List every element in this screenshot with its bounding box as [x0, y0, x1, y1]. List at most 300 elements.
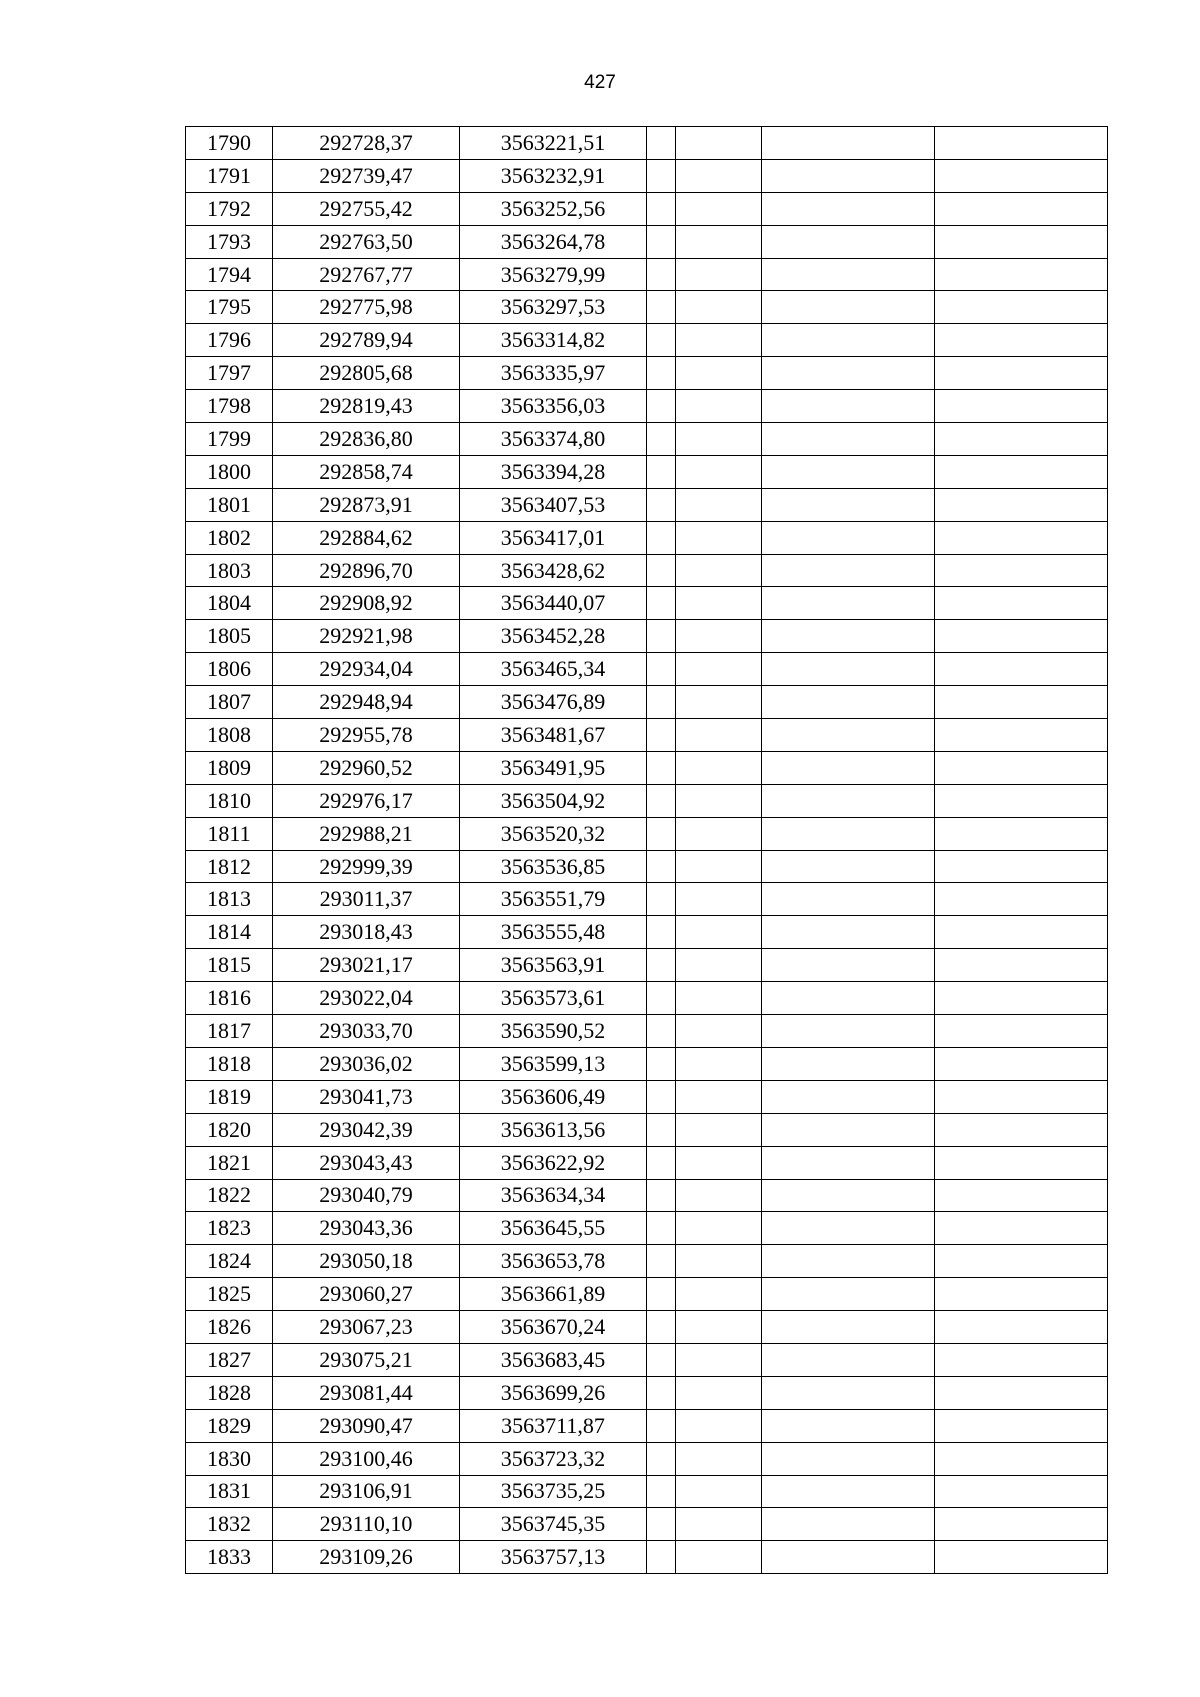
empty-cell: [935, 1179, 1108, 1212]
table-row: [186, 1015, 1108, 1048]
empty-cell: [647, 949, 676, 982]
empty-cell: [762, 916, 935, 949]
empty-cell: [762, 390, 935, 423]
y-coordinate-cell: 3563264,78: [460, 225, 647, 258]
empty-cell: [676, 127, 762, 160]
empty-cell: [762, 1376, 935, 1409]
y-coordinate-cell: 3563428,62: [460, 554, 647, 587]
empty-cell: [676, 1146, 762, 1179]
point-number-cell: 1794: [186, 258, 273, 291]
empty-cell: [676, 455, 762, 488]
y-coordinate-cell: 3563504,92: [460, 784, 647, 817]
y-coordinate-cell: 3563232,91: [460, 159, 647, 192]
empty-cell: [935, 1278, 1108, 1311]
empty-cell: [647, 916, 676, 949]
point-number-cell: 1820: [186, 1113, 273, 1146]
x-coordinate-cell: 293109,26: [273, 1541, 460, 1574]
y-coordinate-cell: 3563520,32: [460, 817, 647, 850]
empty-cell: [935, 1508, 1108, 1541]
empty-cell: [935, 1146, 1108, 1179]
empty-cell: [935, 554, 1108, 587]
empty-cell: [762, 1212, 935, 1245]
empty-cell: [935, 1047, 1108, 1080]
x-coordinate-cell: 292789,94: [273, 324, 460, 357]
empty-cell: [762, 554, 935, 587]
y-coordinate-cell: 3563252,56: [460, 192, 647, 225]
x-coordinate-cell: 292960,52: [273, 751, 460, 784]
empty-cell: [676, 620, 762, 653]
empty-cell: [647, 324, 676, 357]
point-number-cell: 1816: [186, 982, 273, 1015]
empty-cell: [647, 1343, 676, 1376]
table-row: [186, 1442, 1108, 1475]
empty-cell: [647, 1113, 676, 1146]
empty-cell: [647, 1047, 676, 1080]
empty-cell: [935, 784, 1108, 817]
y-coordinate-cell: 3563374,80: [460, 423, 647, 456]
empty-cell: [935, 620, 1108, 653]
x-coordinate-cell: 293036,02: [273, 1047, 460, 1080]
empty-cell: [647, 1245, 676, 1278]
empty-cell: [935, 1541, 1108, 1574]
empty-cell: [935, 1475, 1108, 1508]
empty-cell: [762, 1541, 935, 1574]
table-row: [186, 817, 1108, 850]
empty-cell: [676, 1442, 762, 1475]
empty-cell: [762, 357, 935, 390]
empty-cell: [676, 488, 762, 521]
empty-cell: [762, 291, 935, 324]
x-coordinate-cell: 293067,23: [273, 1311, 460, 1344]
x-coordinate-cell: 292739,47: [273, 159, 460, 192]
table-row: [186, 1409, 1108, 1442]
table-row: [186, 390, 1108, 423]
table-row: [186, 488, 1108, 521]
empty-cell: [935, 916, 1108, 949]
point-number-cell: 1801: [186, 488, 273, 521]
point-number-cell: 1815: [186, 949, 273, 982]
empty-cell: [762, 817, 935, 850]
point-number-cell: 1800: [186, 455, 273, 488]
empty-cell: [676, 883, 762, 916]
point-number-cell: 1790: [186, 127, 273, 160]
empty-cell: [762, 159, 935, 192]
empty-cell: [762, 1047, 935, 1080]
point-number-cell: 1808: [186, 719, 273, 752]
empty-cell: [762, 1475, 935, 1508]
point-number-cell: 1792: [186, 192, 273, 225]
table-row: [186, 1212, 1108, 1245]
empty-cell: [935, 982, 1108, 1015]
empty-cell: [762, 127, 935, 160]
empty-cell: [647, 357, 676, 390]
table-row: [186, 1113, 1108, 1146]
y-coordinate-cell: 3563711,87: [460, 1409, 647, 1442]
point-number-cell: 1829: [186, 1409, 273, 1442]
empty-cell: [647, 159, 676, 192]
empty-cell: [647, 1278, 676, 1311]
empty-cell: [647, 1179, 676, 1212]
empty-cell: [762, 719, 935, 752]
empty-cell: [676, 521, 762, 554]
y-coordinate-cell: 3563465,34: [460, 653, 647, 686]
y-coordinate-cell: 3563670,24: [460, 1311, 647, 1344]
y-coordinate-cell: 3563622,92: [460, 1146, 647, 1179]
point-number-cell: 1796: [186, 324, 273, 357]
point-number-cell: 1795: [186, 291, 273, 324]
table-row: [186, 1245, 1108, 1278]
empty-cell: [647, 883, 676, 916]
empty-cell: [647, 1508, 676, 1541]
point-number-cell: 1806: [186, 653, 273, 686]
table-row: [186, 719, 1108, 752]
point-number-cell: 1819: [186, 1080, 273, 1113]
y-coordinate-cell: 3563335,97: [460, 357, 647, 390]
empty-cell: [676, 1376, 762, 1409]
table-row: [186, 1376, 1108, 1409]
empty-cell: [647, 719, 676, 752]
point-number-cell: 1804: [186, 587, 273, 620]
point-number-cell: 1824: [186, 1245, 273, 1278]
empty-cell: [935, 291, 1108, 324]
page-number: 427: [584, 72, 616, 93]
empty-cell: [676, 159, 762, 192]
empty-cell: [676, 1080, 762, 1113]
empty-cell: [676, 1179, 762, 1212]
point-number-cell: 1803: [186, 554, 273, 587]
point-number-cell: 1833: [186, 1541, 273, 1574]
empty-cell: [676, 1245, 762, 1278]
empty-cell: [762, 1311, 935, 1344]
empty-cell: [762, 192, 935, 225]
empty-cell: [676, 1409, 762, 1442]
table-row: [186, 1047, 1108, 1080]
empty-cell: [676, 653, 762, 686]
x-coordinate-cell: 292836,80: [273, 423, 460, 456]
table-row: [186, 1508, 1108, 1541]
empty-cell: [935, 357, 1108, 390]
empty-cell: [935, 192, 1108, 225]
table-row: [186, 1343, 1108, 1376]
y-coordinate-cell: 3563407,53: [460, 488, 647, 521]
x-coordinate-cell: 293050,18: [273, 1245, 460, 1278]
empty-cell: [935, 949, 1108, 982]
empty-cell: [647, 127, 676, 160]
empty-cell: [762, 784, 935, 817]
y-coordinate-cell: 3563394,28: [460, 455, 647, 488]
table-row: [186, 620, 1108, 653]
empty-cell: [676, 850, 762, 883]
point-number-cell: 1802: [186, 521, 273, 554]
empty-cell: [935, 1245, 1108, 1278]
empty-cell: [935, 390, 1108, 423]
point-number-cell: 1818: [186, 1047, 273, 1080]
empty-cell: [676, 719, 762, 752]
x-coordinate-cell: 292921,98: [273, 620, 460, 653]
point-number-cell: 1798: [186, 390, 273, 423]
table-row: [186, 1080, 1108, 1113]
table-row: [186, 653, 1108, 686]
empty-cell: [647, 686, 676, 719]
empty-cell: [935, 751, 1108, 784]
empty-cell: [647, 620, 676, 653]
empty-cell: [676, 916, 762, 949]
empty-cell: [647, 1212, 676, 1245]
empty-cell: [647, 1311, 676, 1344]
table-row: [186, 455, 1108, 488]
table-row: [186, 1541, 1108, 1574]
empty-cell: [935, 1212, 1108, 1245]
empty-cell: [647, 1475, 676, 1508]
x-coordinate-cell: 292775,98: [273, 291, 460, 324]
x-coordinate-cell: 293041,73: [273, 1080, 460, 1113]
table-row: [186, 521, 1108, 554]
empty-cell: [647, 1409, 676, 1442]
x-coordinate-cell: 293043,36: [273, 1212, 460, 1245]
x-coordinate-cell: 293040,79: [273, 1179, 460, 1212]
x-coordinate-cell: 292948,94: [273, 686, 460, 719]
empty-cell: [676, 258, 762, 291]
empty-cell: [935, 1442, 1108, 1475]
y-coordinate-cell: 3563481,67: [460, 719, 647, 752]
empty-cell: [935, 850, 1108, 883]
empty-cell: [647, 653, 676, 686]
table-row: [186, 1311, 1108, 1344]
point-number-cell: 1799: [186, 423, 273, 456]
y-coordinate-cell: 3563551,79: [460, 883, 647, 916]
empty-cell: [762, 225, 935, 258]
empty-cell: [762, 1343, 935, 1376]
empty-cell: [676, 423, 762, 456]
table-row: [186, 423, 1108, 456]
empty-cell: [762, 653, 935, 686]
point-number-cell: 1809: [186, 751, 273, 784]
empty-cell: [676, 554, 762, 587]
x-coordinate-cell: 292976,17: [273, 784, 460, 817]
empty-cell: [676, 1212, 762, 1245]
empty-cell: [762, 1442, 935, 1475]
x-coordinate-cell: 293060,27: [273, 1278, 460, 1311]
empty-cell: [676, 1047, 762, 1080]
empty-cell: [762, 1080, 935, 1113]
empty-cell: [762, 982, 935, 1015]
y-coordinate-cell: 3563606,49: [460, 1080, 647, 1113]
empty-cell: [676, 291, 762, 324]
y-coordinate-cell: 3563452,28: [460, 620, 647, 653]
table-row: [186, 324, 1108, 357]
x-coordinate-cell: 292767,77: [273, 258, 460, 291]
empty-cell: [647, 423, 676, 456]
empty-cell: [676, 1343, 762, 1376]
point-number-cell: 1791: [186, 159, 273, 192]
empty-cell: [935, 488, 1108, 521]
table-row: [186, 751, 1108, 784]
empty-cell: [935, 587, 1108, 620]
x-coordinate-cell: 293042,39: [273, 1113, 460, 1146]
point-number-cell: 1811: [186, 817, 273, 850]
point-number-cell: 1827: [186, 1343, 273, 1376]
x-coordinate-cell: 293075,21: [273, 1343, 460, 1376]
empty-cell: [676, 1475, 762, 1508]
x-coordinate-cell: 293022,04: [273, 982, 460, 1015]
table-row: [186, 916, 1108, 949]
empty-cell: [935, 883, 1108, 916]
x-coordinate-cell: 292934,04: [273, 653, 460, 686]
y-coordinate-cell: 3563221,51: [460, 127, 647, 160]
empty-cell: [676, 324, 762, 357]
empty-cell: [762, 1146, 935, 1179]
point-number-cell: 1793: [186, 225, 273, 258]
empty-cell: [762, 1245, 935, 1278]
empty-cell: [647, 192, 676, 225]
empty-cell: [676, 982, 762, 1015]
table-row: [186, 784, 1108, 817]
empty-cell: [762, 883, 935, 916]
y-coordinate-cell: 3563699,26: [460, 1376, 647, 1409]
empty-cell: [676, 587, 762, 620]
point-number-cell: 1823: [186, 1212, 273, 1245]
empty-cell: [676, 1311, 762, 1344]
empty-cell: [676, 751, 762, 784]
empty-cell: [676, 192, 762, 225]
table-row: [186, 225, 1108, 258]
empty-cell: [647, 291, 676, 324]
empty-cell: [762, 620, 935, 653]
x-coordinate-cell: 292805,68: [273, 357, 460, 390]
table-row: [186, 554, 1108, 587]
x-coordinate-cell: 292763,50: [273, 225, 460, 258]
empty-cell: [676, 1541, 762, 1574]
point-number-cell: 1813: [186, 883, 273, 916]
empty-cell: [676, 357, 762, 390]
empty-cell: [647, 390, 676, 423]
empty-cell: [647, 258, 676, 291]
table-row: [186, 127, 1108, 160]
empty-cell: [762, 1508, 935, 1541]
point-number-cell: 1831: [186, 1475, 273, 1508]
empty-cell: [935, 1015, 1108, 1048]
y-coordinate-cell: 3563356,03: [460, 390, 647, 423]
empty-cell: [647, 1146, 676, 1179]
empty-cell: [647, 982, 676, 1015]
point-number-cell: 1797: [186, 357, 273, 390]
empty-cell: [935, 686, 1108, 719]
empty-cell: [676, 225, 762, 258]
table-row: [186, 357, 1108, 390]
table-row: [186, 1278, 1108, 1311]
table-row: [186, 949, 1108, 982]
table-row: [186, 1179, 1108, 1212]
table-row: [186, 587, 1108, 620]
empty-cell: [676, 390, 762, 423]
x-coordinate-cell: 292896,70: [273, 554, 460, 587]
y-coordinate-cell: 3563279,99: [460, 258, 647, 291]
empty-cell: [935, 1376, 1108, 1409]
empty-cell: [647, 1376, 676, 1409]
y-coordinate-cell: 3563536,85: [460, 850, 647, 883]
empty-cell: [762, 1179, 935, 1212]
empty-cell: [762, 949, 935, 982]
x-coordinate-cell: 293043,43: [273, 1146, 460, 1179]
empty-cell: [935, 719, 1108, 752]
point-number-cell: 1822: [186, 1179, 273, 1212]
empty-cell: [935, 521, 1108, 554]
x-coordinate-cell: 292988,21: [273, 817, 460, 850]
empty-cell: [647, 455, 676, 488]
empty-cell: [676, 817, 762, 850]
empty-cell: [647, 1442, 676, 1475]
x-coordinate-cell: 292908,92: [273, 587, 460, 620]
empty-cell: [762, 423, 935, 456]
empty-cell: [762, 1278, 935, 1311]
x-coordinate-cell: 293110,10: [273, 1508, 460, 1541]
x-coordinate-cell: 293021,17: [273, 949, 460, 982]
empty-cell: [647, 1015, 676, 1048]
point-number-cell: 1826: [186, 1311, 273, 1344]
y-coordinate-cell: 3563645,55: [460, 1212, 647, 1245]
empty-cell: [676, 1278, 762, 1311]
point-number-cell: 1807: [186, 686, 273, 719]
x-coordinate-cell: 292755,42: [273, 192, 460, 225]
point-number-cell: 1814: [186, 916, 273, 949]
empty-cell: [762, 1015, 935, 1048]
table-row: [186, 159, 1108, 192]
point-number-cell: 1828: [186, 1376, 273, 1409]
x-coordinate-cell: 292858,74: [273, 455, 460, 488]
y-coordinate-cell: 3563599,13: [460, 1047, 647, 1080]
x-coordinate-cell: 293081,44: [273, 1376, 460, 1409]
empty-cell: [935, 225, 1108, 258]
x-coordinate-cell: 293033,70: [273, 1015, 460, 1048]
x-coordinate-cell: 293018,43: [273, 916, 460, 949]
y-coordinate-cell: 3563590,52: [460, 1015, 647, 1048]
empty-cell: [935, 127, 1108, 160]
y-coordinate-cell: 3563735,25: [460, 1475, 647, 1508]
y-coordinate-cell: 3563555,48: [460, 916, 647, 949]
empty-cell: [762, 521, 935, 554]
y-coordinate-cell: 3563417,01: [460, 521, 647, 554]
y-coordinate-cell: 3563573,61: [460, 982, 647, 1015]
empty-cell: [935, 258, 1108, 291]
empty-cell: [935, 1343, 1108, 1376]
empty-cell: [676, 1508, 762, 1541]
y-coordinate-cell: 3563683,45: [460, 1343, 647, 1376]
table-row: [186, 982, 1108, 1015]
point-number-cell: 1832: [186, 1508, 273, 1541]
x-coordinate-cell: 292884,62: [273, 521, 460, 554]
empty-cell: [647, 817, 676, 850]
table-row: [186, 883, 1108, 916]
y-coordinate-cell: 3563297,53: [460, 291, 647, 324]
empty-cell: [676, 949, 762, 982]
empty-cell: [676, 1015, 762, 1048]
x-coordinate-cell: 293100,46: [273, 1442, 460, 1475]
point-number-cell: 1812: [186, 850, 273, 883]
point-number-cell: 1817: [186, 1015, 273, 1048]
empty-cell: [762, 587, 935, 620]
x-coordinate-cell: 293090,47: [273, 1409, 460, 1442]
x-coordinate-cell: 292728,37: [273, 127, 460, 160]
point-number-cell: 1821: [186, 1146, 273, 1179]
table-row: [186, 258, 1108, 291]
table-row: [186, 1146, 1108, 1179]
empty-cell: [647, 554, 676, 587]
empty-cell: [935, 1113, 1108, 1146]
empty-cell: [647, 1080, 676, 1113]
empty-cell: [762, 751, 935, 784]
empty-cell: [762, 455, 935, 488]
point-number-cell: 1805: [186, 620, 273, 653]
